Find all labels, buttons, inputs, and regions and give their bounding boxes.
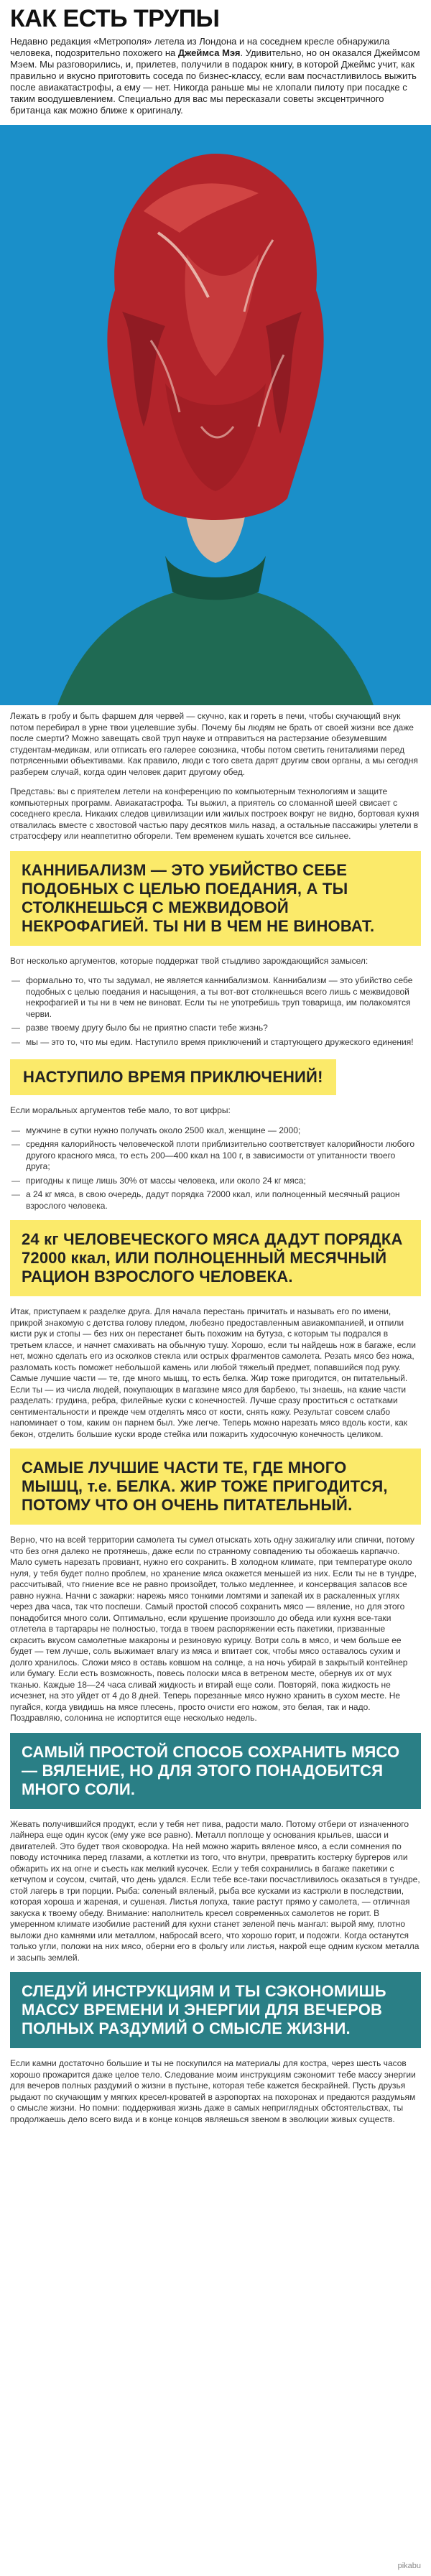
list-item: — разве твоему другу было бы не приятно спасти тебе жизнь? bbox=[10, 1023, 421, 1034]
list-item: — мужчине в сутки нужно получать около 2500 ккал, женщине — 2000; bbox=[10, 1125, 421, 1137]
hero-image bbox=[0, 125, 431, 705]
list-item: — а 24 кг мяса, в свою очередь, дадут порядка 72000 ккал, или полноценный месячный рацион взрослого человека. bbox=[10, 1189, 421, 1212]
article-title: КАК ЕСТЬ ТРУПЫ bbox=[10, 5, 220, 32]
article-intro bbox=[10, 36, 421, 116]
paragraph-2: Представь: вы с приятелем летели на конференцию по компьютерным технологиям и защите компьютерных программ. Авиакатастрофа. Ты выжил, а приятель со сломанной шеей свисает с соседнего кресла. Никаких следов цивилизации или жилых построек вокруг не видно, бортовая кухня отвалилась вместе с хвостовой частью пару десятков миль назад, а остальные пассажиры улетели в стратосферу или неаппетитно обгорели. Тем временем кушать хочется все сильнее. bbox=[10, 786, 420, 841]
paragraph-6: Верно, что на всей территории самолета ты сумел отыскать хоть одну зажигалку или спички, потому что без огня далеко не протянешь, даже если по странному совпадению ты обожаешь карпаччо. Мало суметь нарезать провиант, нужно его сохранить. В холодном климате, при температуре около нуля, у тебя будет полно проблем, но хранение мяса окажется меньшей из них. Если ты не в тундре, рассчитывай, что гниение все не равно произойдет, только медленнее, и консервация запасов все равно нужна. Начни с зажарки: нарежь мясо тонкими ломтями и запекай их в раскаленных углях через два часа, так что поспеши. Самый простой способ сохранить мясо — вяление, но для этого понадобится много соли. Оптимально, если крушение произошло до обеда или кухня все-таки отлетела в тартарары не полностью, тогда в твоем распоряжении есть пакетики, призванные скрасить вкусом самолетные макароны и резиновую курицу. Вотри соль в мясо, и чем больше ее будет — тем лучше, соль выжимает влагу из мяса и впитает сок, чтобы мясо оставалось сухим и долго хранилось. Сложи мясо в оставь ковшом на солнце, а на ночь убирай в закрытый контейнер или бумагу. Если есть возможность, повесь полоски мяса в ветреном месте, обернув их от мух тканью. Каждые 18—24 часа сливай жидкость и втирай еще соли. Повторяй, пока жидкость не исчезнет, на это уйдет от 4 до 8 дней. Теперь порезанные мясо нужно хранить в сухом месте. Не пугайся, когда увидишь на мясе плесень, просто очисти его ножом, это белая, так и надо. Поздравляю, солонина не испортится еще несколько недель. bbox=[10, 1535, 417, 1723]
paragraph-8: Если камни достаточно большие и ты не поскупился на материалы для костра, через шесть часов хорошо прожарится даже целое тело. Следование моим инструкциям сэкономит тебе массу энергии для вечеров полных раздумий о жизни в пустыне, которая тебе кажется бескрайней. Пусть друзья рыдают по скучающим у мягких кресел-кроватей в аэропортах на похоронах и предаются раздумьям о смысле жизни. Но помни: поддерживая жизнь даже в самых неприглядных обстоятельствах, ты продолжаешь дело всего вида и в конце концов являешься звеном в эволюции живых существ. bbox=[10, 2058, 416, 2124]
quote-calories: 24 кг ЧЕЛОВЕЧЕСКОГО МЯСА ДАДУТ ПОРЯДКА 72000 ккал, ИЛИ ПОЛНОЦЕННЫЙ МЕСЯЧНЫЙ РАЦИОН ВЗРОСЛОГО ЧЕЛОВЕКА. bbox=[10, 1220, 421, 1296]
hero-illustration bbox=[0, 125, 431, 705]
paragraph-3: Вот несколько аргументов, которые поддержат твой стыдливо зарождающийся замысел: bbox=[10, 955, 369, 966]
quote-follow-instructions: СЛЕДУЙ ИНСТРУКЦИЯМ И ТЫ СЭКОНОМИШЬ МАССУ ВРЕМЕНИ И ЭНЕРГИИ ДЛЯ ВЕЧЕРОВ ПОЛНЫХ РАЗДУМИЙ О СМЫСЛЕ ЖИЗНИ. bbox=[10, 1972, 421, 2048]
paragraph-4: Если моральных аргументов тебе мало, то вот цифры: bbox=[10, 1105, 231, 1115]
pikabu-watermark: pikabu bbox=[397, 2562, 421, 2570]
moral-arguments-list bbox=[10, 975, 421, 1048]
quote-cannibalism: КАННИБАЛИЗМ — ЭТО УБИЙСТВО СЕБЕ ПОДОБНЫХ С ЦЕЛЬЮ ПОЕДАНИЯ, А ТЫ СТОЛКНЕШЬСЯ С МЕЖВИДОВОЙ НЕКРОФАГИЕЙ. ТЫ НИ В ЧЕМ НЕ ВИНОВАТ. bbox=[10, 851, 421, 946]
paragraph-7: Жевать получившийся продукт, если у тебя нет пива, радости мало. Потому отбери от изначенного лайнера еще один кусок (ему уже все равно). Металл поплоще у основания крыльев, шасси и двигателей. Это будет твоя сковородка. На ней можно жарить вяленое мясо, а если сомнения по поводу источника перед глазами, а котлетки из того, что внутри, превратить костерку бургеров или обжарить их на огне и съесть как мелкий кусочек. Если у тебя сохранились в багаже пакетики с кетчупом и соусом, считай, что день удался. Если тебе все-таки посчастливилось оказаться в тундре, стой лагерь в три порции. Рыба: соленый вяленый, рыба все кусками из кастрюли в последствии, которая хороша и жареная, и сушеная. Листья лопуха, такие растут прямо у самолета, — отличная закуска к твоему обеду. Внимание: наполнитель кресел современных самолетов не горит. В умеренном климате изобилие растений для кухни станет зеленой печь мангал: вырой яму, плотно выложи дно камнями или металлом, набросай всего, что хорошо горит, и подожги. Когда останутся только угли, положи на них мясо, оберни его в фольгу или листья, накрой еще одним куском металла и засыпь землей. bbox=[10, 1818, 420, 1963]
list-item: — мы — это то, что мы едим. Наступило время приключений и стартующего дружеского единения! bbox=[10, 1037, 421, 1048]
paragraph-1: Лежать в гробу и быть фаршем для червей — скучно, как и гореть в печи, чтобы скучающий внук потом перебирал в урне твои уцелевшие зубы. Почему бы людям не брать от своей жизни все даже после смерти? Можно завещать свой труп науке и отправиться на растерзание обезумевшим студентам-медикам, или отписать его галерее союзника, чтобы потом светить гениталиями перед потрясенными объективами. Как правило, люди с того света дарят другим свои органы, а мы сегодня разберем случай, когда один человек дарит другому обед. bbox=[10, 711, 418, 777]
list-item: — пригодны к пище лишь 30% от массы человека, или около 24 кг мяса; bbox=[10, 1176, 421, 1187]
quote-best-parts: САМЫЕ ЛУЧШИЕ ЧАСТИ ТЕ, ГДЕ МНОГО МЫШЦ, т.е. БЕЛКА. ЖИР ТОЖЕ ПРИГОДИТСЯ, ПОТОМУ ЧТО ОН ОЧЕНЬ ПИТАТЕЛЬНЫЙ. bbox=[10, 1449, 421, 1525]
quote-adventure-time: НАСТУПИЛО ВРЕМЯ ПРИКЛЮЧЕНИЙ! bbox=[10, 1059, 336, 1095]
intro-text-after: . Удивительно, но он оказался Джеймсом Мэем. Мы разговорились, и, прилетев, получили в подарок книгу, в которой Джеймс учит, как правильно и вкусно приготовить соседа по бизнес-классу, если вам посчастливилось выжить после авиакатастрофы, а ему — нет. Никогда раньше мы не хлопали пилоту при посадке с таким воодушевлением. Специально для вас мы пересказали советы эксцентричного британца как можно ближе к оригиналу. bbox=[10, 47, 420, 116]
quote-preserve-meat: САМЫЙ ПРОСТОЙ СПОСОБ СОХРАНИТЬ МЯСО — ВЯЛЕНИЕ, НО ДЛЯ ЭТОГО ПОНАДОБИТСЯ МНОГО СОЛИ. bbox=[10, 1733, 421, 1809]
list-item: — средняя калорийность человеческой плоти приблизительно соответствует калорийности любого другого красного мяса, то есть 200—400 ккал на 100 г, в зависимости от упитанности твоего друга; bbox=[10, 1139, 421, 1173]
paragraph-5: Итак, приступаем к разделке друга. Для начала перестань причитать и называть его по имени, прикрой знакомую с детства голову пледом, любезно предоставленным авиакомпанией, и отпили кисти рук и стопы — без них он перестанет быть похожим на бутуза, с которым ты подрался в третьем классе, и начнет смахивать на обычную тушу. Хорошо, если ты найдешь нож в багаже, если нет, можно сделать его из осколков стекла или острых фрагментов самолета. Резать мясо без ножа, разломать кость поможет небольшой камень или любой тяжелый предмет, попавшийся под руку. Самые лучшие части — те, где много мышц, то есть белка. Жир тоже пригодится, он питательный. Если ты — из числа людей, покупающих в магазине мясо для барбекю, ты знаешь, на какие части разделать: грудина, ребра, филейные куски с конечностей. Лучше сразу проститься с остатками сентиментальности и прежде чем отделять мясо от кости, снять кожу. Результат совсем слабо напоминает о том, каким он парнем был. Уже легче. Теперь можно нарезать мясо вдоль кости, как бекон, отделить большие куски вроде стейка или пожарить худосочную конечность целиком. bbox=[10, 1306, 416, 1439]
intro-bold-name: Джеймса Мэя bbox=[177, 47, 241, 58]
intro-text-before: Недавно редакция «Метрополя» летела из Лондона и на соседнем кресле обнаружила человека, подозрительно похожего на bbox=[10, 36, 390, 58]
numbers-list bbox=[10, 1125, 421, 1212]
list-item: — формально то, что ты задумал, не является каннибализмом. Каннибализм — это убийство себе подобных с целью поедания и насыщения, а ты вот-вот столкнешься всего лишь с межвидовой некрофагией и ты ни в чем не виноват. Если ты не употребишь труп товарища, им полакомятся черви. bbox=[10, 975, 421, 1020]
